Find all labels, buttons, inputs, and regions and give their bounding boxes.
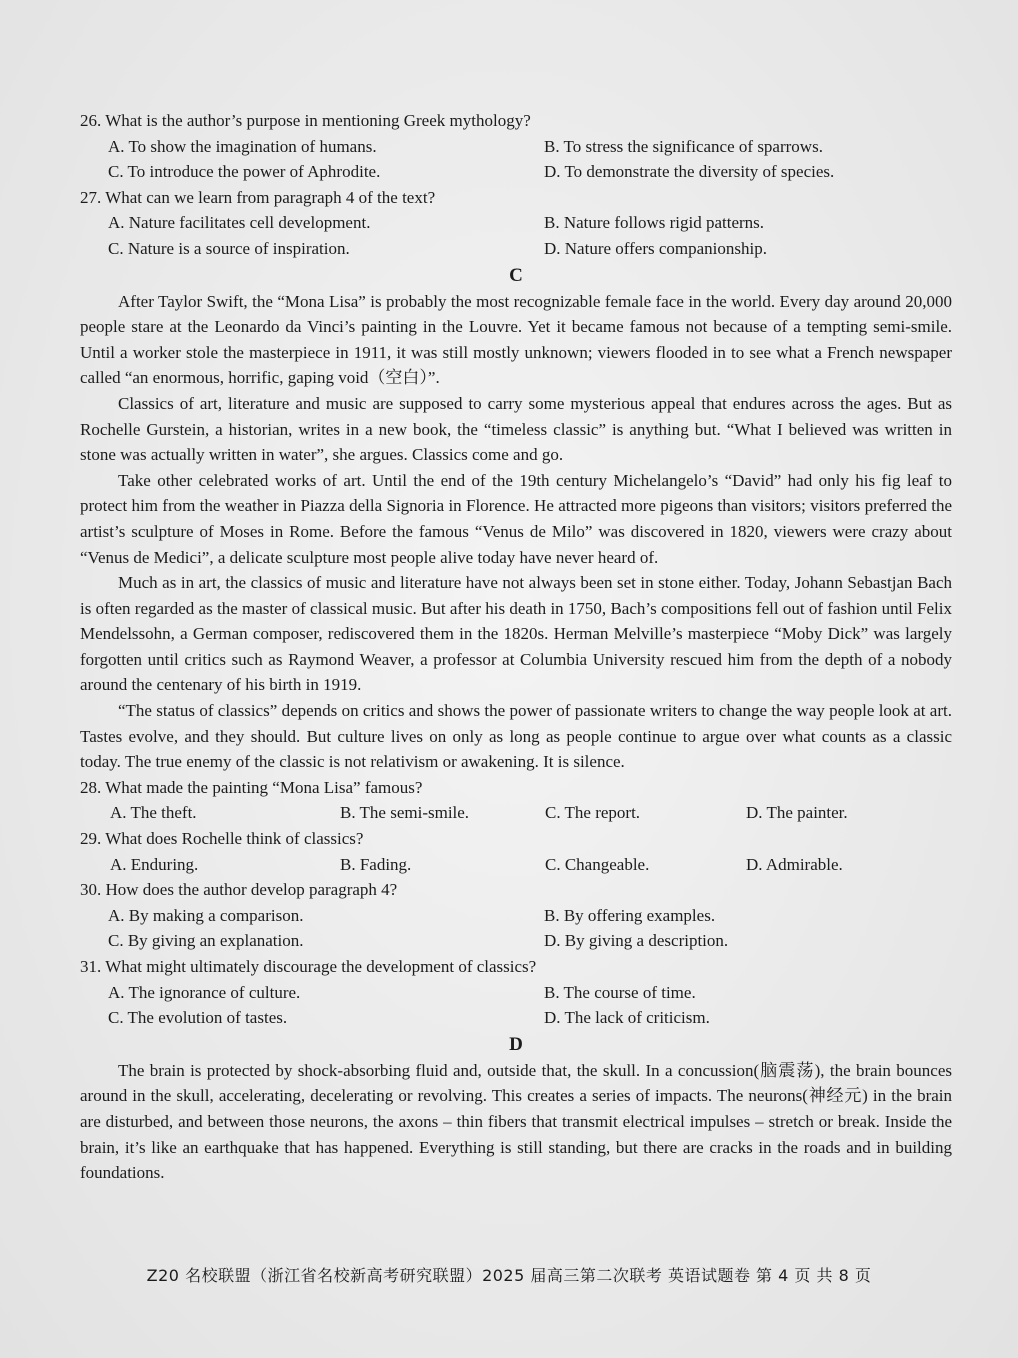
page-footer: Z20 名校联盟（浙江省名校新高考研究联盟）2025 届高三第二次联考 英语试题卷 第 4 页 共 8 页	[146, 1266, 872, 1285]
option-d: D. Nature offers companionship.	[544, 238, 767, 258]
section-d-heading: D	[509, 1033, 523, 1055]
option-b: B. The semi-smile.	[340, 803, 470, 823]
passage-paragraph: The brain is protected by shock-absorbing fluid and, outside that, the skull. In a concussion(脑震荡), the brain bounces around in the skull, accelerating, decelerating or revolving. This creates a series of impacts. The neurons(神经元) in the brain are disturbed, and between those neurons, the axons – thin fibers that transmit electrical impulses – stretch or break. Inside the brain, it’s like an earthquake that has happened. Everything is still standing, but there are cracks in the roads and in building foundations.	[80, 1060, 952, 1183]
option-c: C. Changeable.	[545, 854, 650, 874]
option-d: D. To demonstrate the diversity of species.	[544, 162, 835, 182]
section-c-heading: C	[509, 264, 523, 286]
option-b: B. Nature follows rigid patterns.	[544, 213, 765, 233]
option-a: A. Enduring.	[110, 854, 199, 874]
option-b: B. To stress the significance of sparrows.	[544, 136, 823, 156]
question-26	[80, 108, 952, 185]
question-options	[80, 903, 952, 954]
passage-paragraph: Much as in art, the classics of music and literature have not always been set in stone either. Today, Johann Sebastjan Bach is often regarded as the master of classical music. But after his death in 1750, Bach’s compositions fell out of fashion until Felix Mendelssohn, a German composer, rediscovered them in the 1820s. Herman Melville’s masterpiece “Moby Dick” was largely forgotten until critics such as Raymond Weaver, a professor at Columbia University rescued him from the depth of a nobody around the centenary of his birth in 1919.	[80, 573, 952, 695]
question-options	[80, 980, 952, 1031]
passage-paragraph: Classics of art, literature and music are supposed to carry some mysterious appeal that endures across the ages. But as Rochelle Gurstein, a historian, writes in a new book, the “timeless classic” is anything but. “What I believed was written in stone was actually written in water”, she argues. Classics come and go.	[80, 393, 952, 465]
option-a: A. To show the imagination of humans.	[108, 136, 377, 156]
option-a: A. By making a comparison.	[108, 905, 304, 925]
page-content	[80, 108, 952, 1186]
question-30	[80, 877, 952, 954]
option-b: B. By offering examples.	[544, 905, 716, 925]
question-stem: 26. What is the author’s purpose in mentioning Greek mythology?	[80, 111, 531, 130]
option-c: C. The evolution of tastes.	[108, 1008, 288, 1028]
question-28	[80, 775, 952, 826]
question-options	[80, 852, 952, 878]
question-29	[80, 826, 952, 877]
option-d: D. By giving a description.	[544, 931, 729, 951]
question-stem: 30. How does the author develop paragraph 4?	[80, 880, 398, 900]
question-stem: 28. What made the painting “Mona Lisa” famous?	[80, 777, 423, 797]
option-a: A. Nature facilitates cell development.	[108, 213, 371, 233]
option-d: D. The lack of criticism.	[544, 1008, 710, 1028]
section-c-passage	[80, 289, 952, 775]
option-c: C. The report.	[545, 803, 641, 823]
option-b: B. Fading.	[340, 854, 412, 874]
question-options	[80, 134, 952, 185]
option-d: D. The painter.	[746, 803, 848, 823]
question-stem: 29. What does Rochelle think of classics?	[80, 829, 364, 849]
option-c: C. To introduce the power of Aphrodite.	[108, 162, 381, 182]
passage-paragraph: After Taylor Swift, the “Mona Lisa” is probably the most recognizable female face in the world. Every day around 20,000 people stare at the Leonardo da Vinci’s painting in the Louvre. Yet it became famous not because of a tempting semi-smile. Until a worker stole the masterpiece in 1911, it was still mostly unknown; viewers flooded in to see what a French newspaper called “an enormous, horrific, gaping void（空白）”.	[80, 291, 952, 388]
option-b: B. The course of time.	[544, 982, 696, 1002]
section-d-passage	[80, 1058, 952, 1186]
question-options	[80, 210, 952, 261]
question-options	[80, 800, 952, 826]
question-stem: 31. What might ultimately discourage the development of classics?	[80, 957, 537, 976]
option-a: A. The theft.	[110, 803, 197, 823]
question-27	[80, 185, 952, 262]
option-d: D. Admirable.	[746, 854, 843, 874]
option-c: C. Nature is a source of inspiration.	[108, 238, 350, 258]
passage-paragraph: Take other celebrated works of art. Until the end of the 19th century Michelangelo’s “David” had only his fig leaf to protect him from the weather in Piazza della Signoria in Florence. He attracted more pigeons than visitors; visitors preferred the artist’s sculpture of Moses in Rome. Before the famous “Venus de Milo” was discovered in 1820, viewers were crazy about “Venus de Medici”, a delicate sculpture most people alive today have never heard of.	[80, 470, 952, 567]
question-31	[80, 954, 952, 1031]
option-a: A. The ignorance of culture.	[108, 982, 301, 1002]
option-c: C. By giving an explanation.	[108, 931, 304, 951]
question-stem: 27. What can we learn from paragraph 4 of the text?	[80, 187, 436, 207]
passage-paragraph: “The status of classics” depends on critics and shows the power of passionate writers to change the way people look at art. Tastes evolve, and they should. But culture lives on only as long as people continue to argue over what counts as a classic today. The true enemy of the classic is not relativism or awakening. It is silence.	[80, 701, 952, 772]
